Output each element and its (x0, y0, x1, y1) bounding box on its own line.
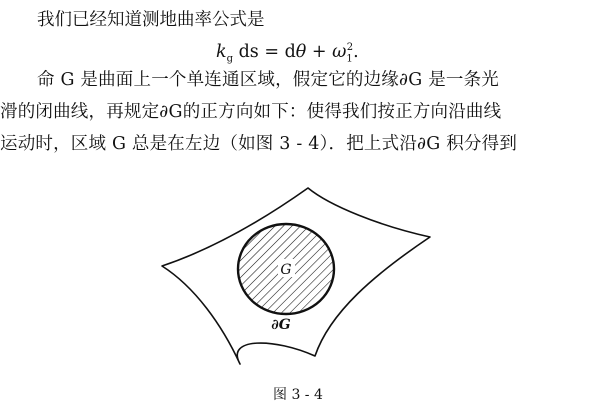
formula-d: d (284, 41, 296, 62)
paragraph-line-3: 命 G 是曲面上一个单连通区域，假定它的边缘∂G 是一条光 (37, 70, 499, 90)
paragraph-line-1: 我们已经知道测地曲率公式是 (37, 10, 265, 30)
formula-equals: = (258, 41, 285, 62)
formula-omega-subscript: 1 (346, 53, 353, 65)
boundary-label: ∂G (271, 317, 291, 333)
formula-k-subscript: g (226, 53, 234, 65)
region-label-g: G (280, 262, 292, 278)
formula-period: . (353, 41, 359, 62)
formula-ds: ds (233, 41, 259, 62)
formula-k: k (216, 41, 227, 62)
paragraph-line-4: 滑的闭曲线，再规定∂G的正方向如下：使得我们按正方向沿曲线 (0, 102, 502, 122)
formula-omega: ω (332, 41, 347, 62)
formula-theta: θ (295, 41, 307, 62)
formula-plus: + (306, 41, 333, 62)
formula-omega-superscript: 2 (346, 42, 354, 53)
paragraph-line-5: 运动时，区域 G 总是在左边（如图 3 - 4）．把上式沿∂G 积分得到 (0, 134, 518, 154)
figure-caption: 图 3 - 4 (273, 387, 323, 403)
